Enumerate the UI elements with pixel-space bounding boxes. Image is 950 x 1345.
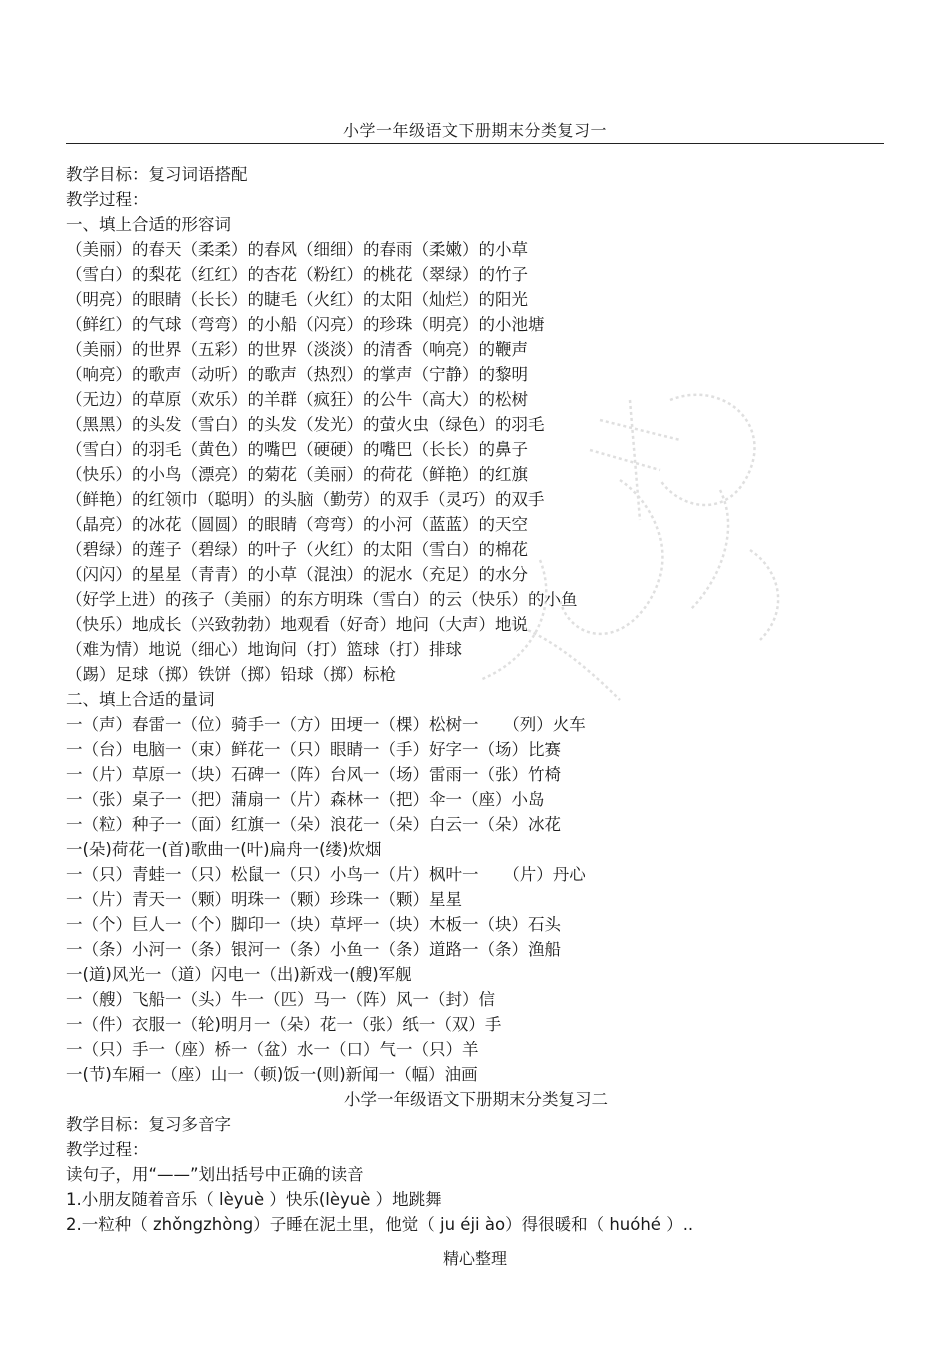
text-line: （好学上进）的孩子（美丽）的东方明珠（雪白）的云（快乐）的小鱼 <box>66 590 578 609</box>
text-line: 教学目标：复习多音字 <box>66 1115 231 1134</box>
text-line: 一(道)风光一（道）闪电一（出)新戏一(艘)军舰 <box>66 965 412 984</box>
text-line: （鲜红）的气球（弯弯）的小船（闪亮）的珍珠（明亮）的小池塘 <box>66 315 545 334</box>
text-line: 一（只）青蛙一（只）松鼠一（只）小鸟一（片）枫叶一 （片）丹心 <box>66 865 586 884</box>
text-line: （踢）足球（掷）铁饼（掷）铅球（掷）标枪 <box>66 665 396 684</box>
text-line: 读句子，用“——”划出括号中正确的读音 <box>66 1165 364 1184</box>
section-heading: 二、填上合适的量词 <box>66 690 215 709</box>
text-line: 2.一粒种（ zhǒngzhòng）子睡在泥土里，他觉（ ju éji ào）得很暖和（ huóhé ）.. <box>66 1215 694 1234</box>
text-line: （快乐）的小鸟（漂亮）的菊花（美丽）的荷花（鲜艳）的红旗 <box>66 465 528 484</box>
text-line: （快乐）地成长（兴致勃勃）地观看（好奇）地问（大声）地说 <box>66 615 528 634</box>
text-line: 一（个）巨人一（个）脚印一（块）草坪一（块）木板一（块）石头 <box>66 915 561 934</box>
text-line: 一（声）春雷一（位）骑手一（方）田埂一（棵）松树一 （列）火车 <box>66 715 586 734</box>
text-line: （响亮）的歌声（动听）的歌声（热烈）的掌声（宁静）的黎明 <box>66 365 528 384</box>
text-line: 教学过程： <box>66 1140 149 1159</box>
text-line: （黑黑）的头发（雪白）的头发（发光）的萤火虫（绿色）的羽毛 <box>66 415 545 434</box>
text-line: 一（艘）飞船一（头）牛一（匹）马一（阵）风一（封）信 <box>66 990 495 1009</box>
page-title: 小学一年级语文下册期末分类复习一 <box>342 121 607 140</box>
text-line: （鲜艳）的红领巾（聪明）的头脑（勤劳）的双手（灵巧）的双手 <box>66 490 545 509</box>
header-divider <box>66 143 884 144</box>
section-title: 小学一年级语文下册期末分类复习二 <box>344 1090 608 1109</box>
text-line: 一（片）青天一（颗）明珠一（颗）珍珠一（颗）星星 <box>66 890 462 909</box>
text-line: 一（片）草原一（块）石碑一（阵）台风一（场）雷雨一（张）竹椅 <box>66 765 561 784</box>
text-line: （难为情）地说（细心）地询问（打）篮球（打）排球 <box>66 640 462 659</box>
text-line: （明亮）的眼睛（长长）的睫毛（火红）的太阳（灿烂）的阳光 <box>66 290 528 309</box>
text-line: （美丽）的春天（柔柔）的春风（细细）的春雨（柔嫩）的小草 <box>66 240 528 259</box>
page-footer: 精心整理 <box>442 1249 507 1268</box>
text-line: 一（件）衣服一（轮)明月一（朵）花一（张）纸一（双）手 <box>66 1015 502 1034</box>
text-line: 一（条）小河一（条）银河一（条）小鱼一（条）道路一（条）渔船 <box>66 940 561 959</box>
text-line: （雪白）的羽毛（黄色）的嘴巴（硬硬）的嘴巴（长长）的鼻子 <box>66 440 528 459</box>
text-line: 教学目标：复习词语搭配 <box>66 165 248 184</box>
text-line: 教学过程： <box>66 190 149 209</box>
text-line: （美丽）的世界（五彩）的世界（淡淡）的清香（响亮）的鞭声 <box>66 340 528 359</box>
text-line: 一（张）桌子一（把）蒲扇一（片）森林一（把）伞一（座）小岛 <box>66 790 545 809</box>
text-line: 一(朵)荷花一(首)歌曲一(叶)扁舟一(缕)炊烟 <box>66 840 382 859</box>
text-line: （无边）的草原（欢乐）的羊群（疯狂）的公牛（高大）的松树 <box>66 390 528 409</box>
text-line: 1.小朋友随着音乐（ lèyuè ）快乐(lèyuè ）地跳舞 <box>66 1190 442 1209</box>
text-line: 一（只）手一（座）桥一（盆）水一（口）气一（只）羊 <box>66 1040 479 1059</box>
text-line: （闪闪）的星星（青青）的小草（混浊）的泥水（充足）的水分 <box>66 565 528 584</box>
section-heading: 一、填上合适的形容词 <box>66 215 231 234</box>
text-line: （晶亮）的冰花（圆圆）的眼睛（弯弯）的小河（蓝蓝）的天空 <box>66 515 528 534</box>
document-body <box>66 162 886 1237</box>
text-line: 一（台）电脑一（束）鲜花一（只）眼睛一（手）好字一（场）比赛 <box>66 740 561 759</box>
text-line: （碧绿）的莲子（碧绿）的叶子（火红）的太阳（雪白）的棉花 <box>66 540 528 559</box>
text-line: 一（粒）种子一（面）红旗一（朵）浪花一（朵）白云一（朵）冰花 <box>66 815 561 834</box>
text-line: （雪白）的梨花（红红）的杏花（粉红）的桃花（翠绿）的竹子 <box>66 265 528 284</box>
text-line: 一(节)车厢一（座）山一（顿)饭一(则)新闻一（幅）油画 <box>66 1065 478 1084</box>
